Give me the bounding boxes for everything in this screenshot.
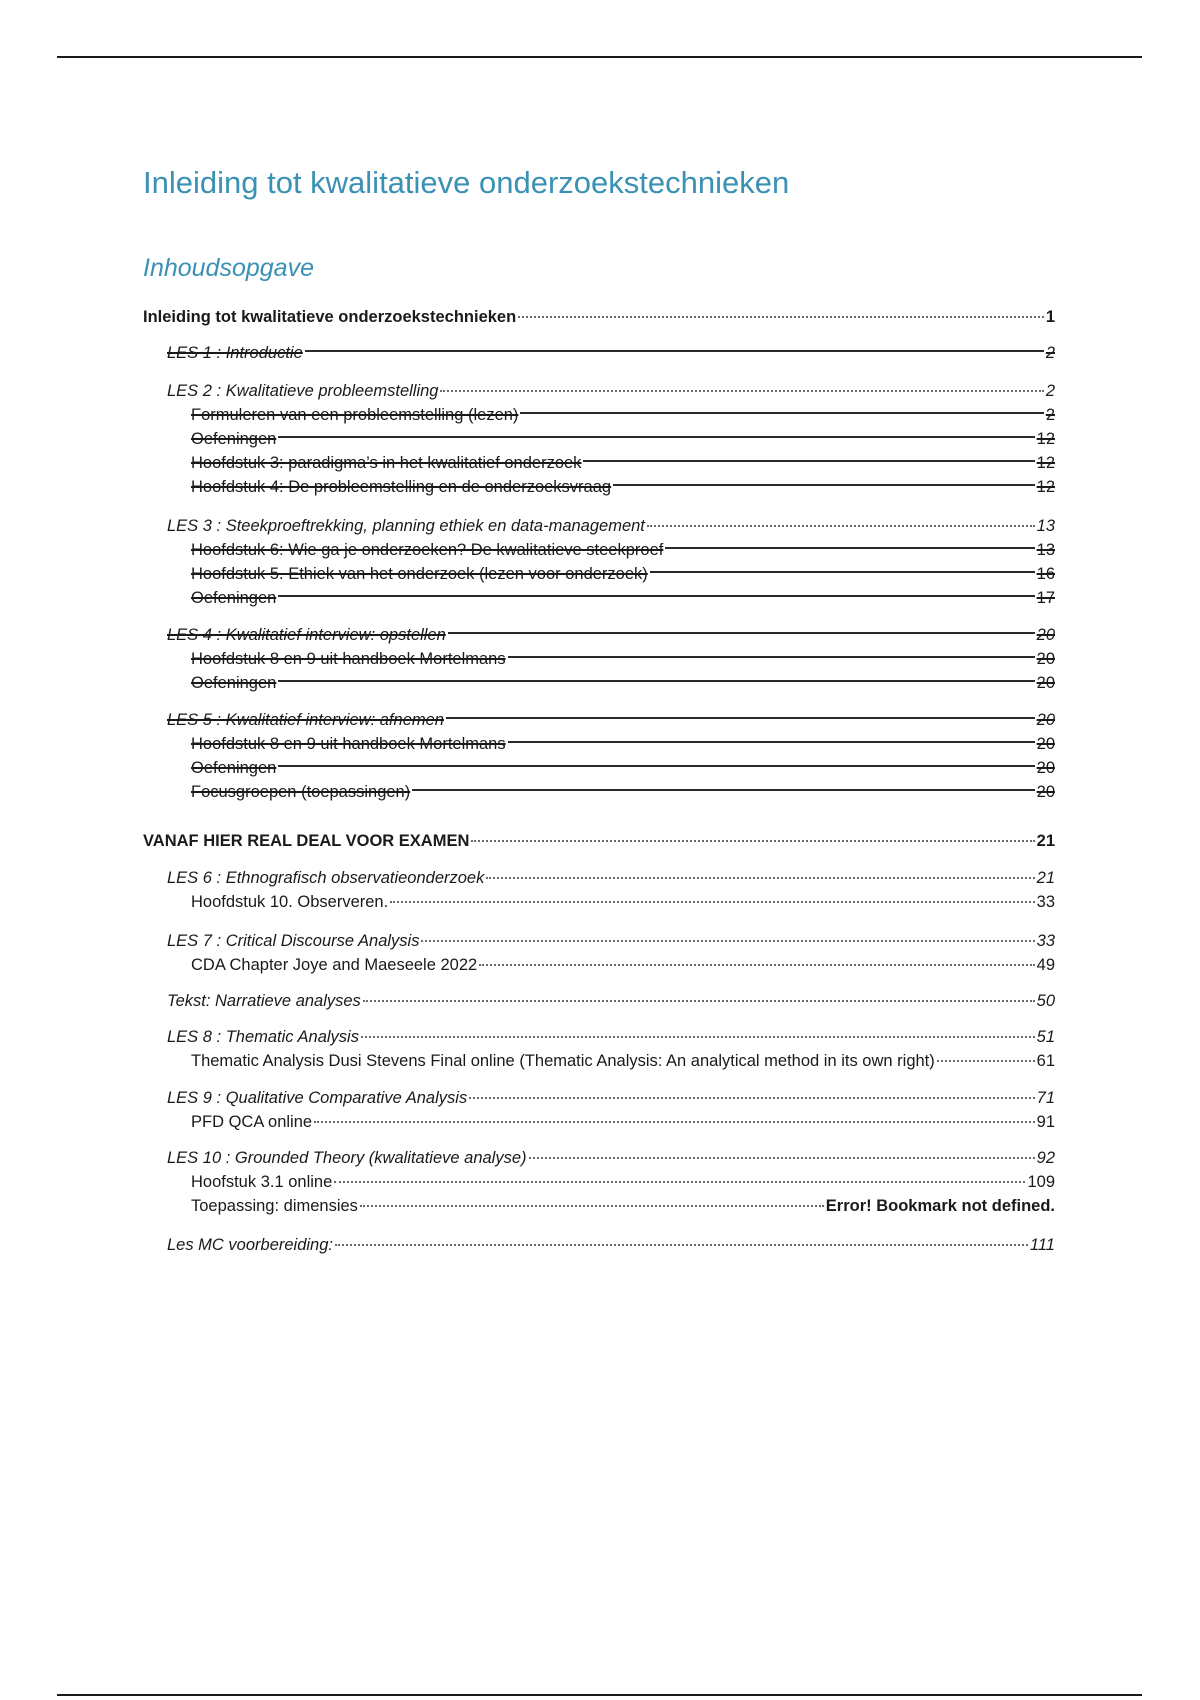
toc-entry-title: Hoofdstuk 4: De probleemstelling en de onderzoeksvraag [191,478,612,496]
toc-entry-title: Hoofdstuk 8 en 9 uit handboek Mortelmans [191,735,506,753]
toc-entry-page: 51 [1036,1028,1055,1046]
toc-entry-title: LES 2 : Kwalitatieve probleemstelling [167,382,439,400]
toc-entry[interactable] [191,476,1055,498]
toc-entry-page: 21 [1036,869,1055,887]
toc-leader [479,964,1034,966]
toc-leader [278,595,1034,597]
toc-entry[interactable] [167,624,1055,646]
document-title: Inleiding tot kwalitatieve onderzoekstechnieken [143,165,790,200]
toc-entry[interactable] [191,1195,1055,1217]
toc-entry-page: 33 [1036,932,1055,950]
footer-rule [57,1694,1142,1696]
toc-entry-title: Oefeningen [191,674,277,692]
toc-entry[interactable] [191,733,1055,755]
toc-leader [363,1000,1035,1002]
toc-entry[interactable] [191,891,1055,913]
toc-entry[interactable] [191,648,1055,670]
toc-leader [469,1097,1034,1099]
toc-entry-page: 20 [1036,759,1055,777]
toc-entry[interactable] [191,587,1055,609]
toc-entry[interactable] [191,404,1055,426]
toc-entry[interactable] [143,306,1055,328]
toc-entry-page: 12 [1036,454,1055,472]
toc-entry-page: 17 [1036,589,1055,607]
toc-entry-page: 1 [1045,308,1055,326]
toc-entry-title: LES 9 : Qualitative Comparative Analysis [167,1089,468,1107]
toc-entry-title: LES 8 : Thematic Analysis [167,1028,359,1046]
toc-entry-title: Oefeningen [191,589,277,607]
toc-entry-title: LES 7 : Critical Discourse Analysis [167,932,420,950]
toc-entry[interactable] [191,1111,1055,1133]
toc-entry-page: 49 [1036,956,1055,974]
toc-entry-title: Hoofdstuk 3: paradigma’s in het kwalitatief onderzoek [191,454,582,472]
toc-entry-title: LES 3 : Steekproeftrekking, planning ethiek en data-management [167,517,645,535]
toc-entry-title: LES 1 : Introductie [167,344,303,362]
toc-entry[interactable] [191,757,1055,779]
toc-entry-title: LES 10 : Grounded Theory (kwalitatieve analyse) [167,1149,527,1167]
toc-entry-page: 109 [1027,1173,1055,1191]
toc-leader [520,412,1043,414]
toc-leader [335,1244,1028,1246]
toc-entry-title: LES 5 : Kwalitatief interview: afnemen [167,711,444,729]
toc-entry[interactable] [167,1087,1055,1109]
toc-leader [278,765,1034,767]
toc-entry[interactable] [191,672,1055,694]
toc-entry-title: VANAF HIER REAL DEAL VOOR EXAMEN [143,832,470,850]
toc-entry[interactable] [191,781,1055,803]
toc-entry[interactable] [167,1234,1055,1256]
toc-entry[interactable] [167,930,1055,952]
toc-entry[interactable] [191,954,1055,976]
toc-leader [529,1157,1035,1159]
toc-entry-title: Thematic Analysis Dusi Stevens Final online (Thematic Analysis: An analytical method in its own right) [191,1052,935,1070]
toc-entry[interactable] [167,515,1055,537]
toc-entry[interactable] [191,539,1055,561]
toc-leader [508,741,1035,743]
toc-leader [421,940,1034,942]
toc-leader [650,571,1035,573]
toc-leader [486,877,1034,879]
toc-entry-title: LES 6 : Ethnografisch observatieonderzoek [167,869,485,887]
toc-entry-page: 20 [1036,783,1055,801]
toc-leader [508,656,1035,658]
toc-entry[interactable] [167,1026,1055,1048]
toc-leader [334,1181,1025,1183]
toc-leader [471,840,1034,842]
toc-entry-page: 13 [1036,541,1055,559]
toc-entry-page: 20 [1036,650,1055,668]
toc-leader [278,436,1034,438]
toc-entry[interactable] [167,990,1055,1012]
toc-entry-page: 2 [1045,406,1055,424]
toc-entry-title: Hoofstuk 3.1 online [191,1173,333,1191]
toc-entry-page: 33 [1036,893,1055,911]
toc-entry-title: CDA Chapter Joye and Maeseele 2022 [191,956,478,974]
toc-entry-page: 12 [1036,430,1055,448]
toc-leader [937,1060,1035,1062]
toc-leader [518,316,1044,318]
toc-entry-page: 92 [1036,1149,1055,1167]
toc-entry-page: 21 [1036,832,1055,850]
toc-leader [446,717,1035,719]
toc-entry-title: Hoofdstuk 5. Ethiek van het onderzoek (lezen voor onderzoek) [191,565,648,583]
toc-leader [305,350,1044,352]
toc-leader [647,525,1035,527]
toc-entry-title: Oefeningen [191,430,277,448]
toc-entry-page: 61 [1036,1052,1055,1070]
toc-entry-page: 20 [1036,626,1055,644]
toc-entry[interactable] [191,563,1055,585]
toc-entry-title: Formuleren van een probleemstelling (lezen) [191,406,519,424]
toc-leader [440,390,1043,392]
toc-entry-title: Hoofdstuk 10. Observeren. [191,893,389,911]
toc-entry-page: 13 [1036,517,1055,535]
toc-entry[interactable] [191,1171,1055,1193]
toc-entry-title: Hoofdstuk 8 en 9 uit handboek Mortelmans [191,650,506,668]
toc-entry[interactable] [167,709,1055,731]
toc-entry-title: Toepassing: dimensies [191,1197,358,1215]
toc-entry-title: Les MC voorbereiding: [167,1236,333,1254]
toc-entry-page: Error! Bookmark not defined. [825,1197,1055,1215]
toc-entry-page: 50 [1036,992,1055,1010]
toc-leader [448,632,1035,634]
toc-entry-page: 2 [1045,382,1055,400]
toc-entry[interactable] [167,380,1055,402]
toc-entry[interactable] [191,452,1055,474]
toc-entry-title: Focusgroepen (toepassingen) [191,783,411,801]
toc-leader [412,789,1034,791]
toc-entry[interactable] [143,830,1055,852]
toc-entry-title: Oefeningen [191,759,277,777]
toc-entry-title: Hoofdstuk 6: Wie ga je onderzoeken? De kwalitatieve steekproef [191,541,664,559]
toc-entry[interactable] [167,1147,1055,1169]
toc-entry-title: LES 4 : Kwalitatief interview: opstellen [167,626,446,644]
toc-leader [613,484,1035,486]
toc-entry-page: 20 [1036,711,1055,729]
toc-leader [361,1036,1035,1038]
toc-entry[interactable] [191,1050,1055,1072]
toc-leader [390,901,1034,903]
toc-entry-title: Inleiding tot kwalitatieve onderzoekstechnieken [143,308,517,326]
toc-entry[interactable] [167,867,1055,889]
toc-entry[interactable] [191,428,1055,450]
toc-entry-page: 111 [1029,1236,1055,1254]
toc-leader [278,680,1034,682]
toc-entry-page: 20 [1036,735,1055,753]
toc-leader [583,460,1034,462]
toc-entry-page: 12 [1036,478,1055,496]
toc-leader [360,1205,824,1207]
toc-heading: Inhoudsopgave [143,254,314,282]
toc-entry-page: 2 [1045,344,1055,362]
toc-leader [314,1121,1035,1123]
toc-entry-title: Tekst: Narratieve analyses [167,992,361,1010]
toc-entry-page: 16 [1036,565,1055,583]
toc-entry-page: 20 [1036,674,1055,692]
toc-entry[interactable] [167,342,1055,364]
toc-entry-page: 91 [1036,1113,1055,1131]
toc-leader [665,547,1034,549]
toc-entry-title: PFD QCA online [191,1113,313,1131]
toc-entry-page: 71 [1036,1089,1055,1107]
